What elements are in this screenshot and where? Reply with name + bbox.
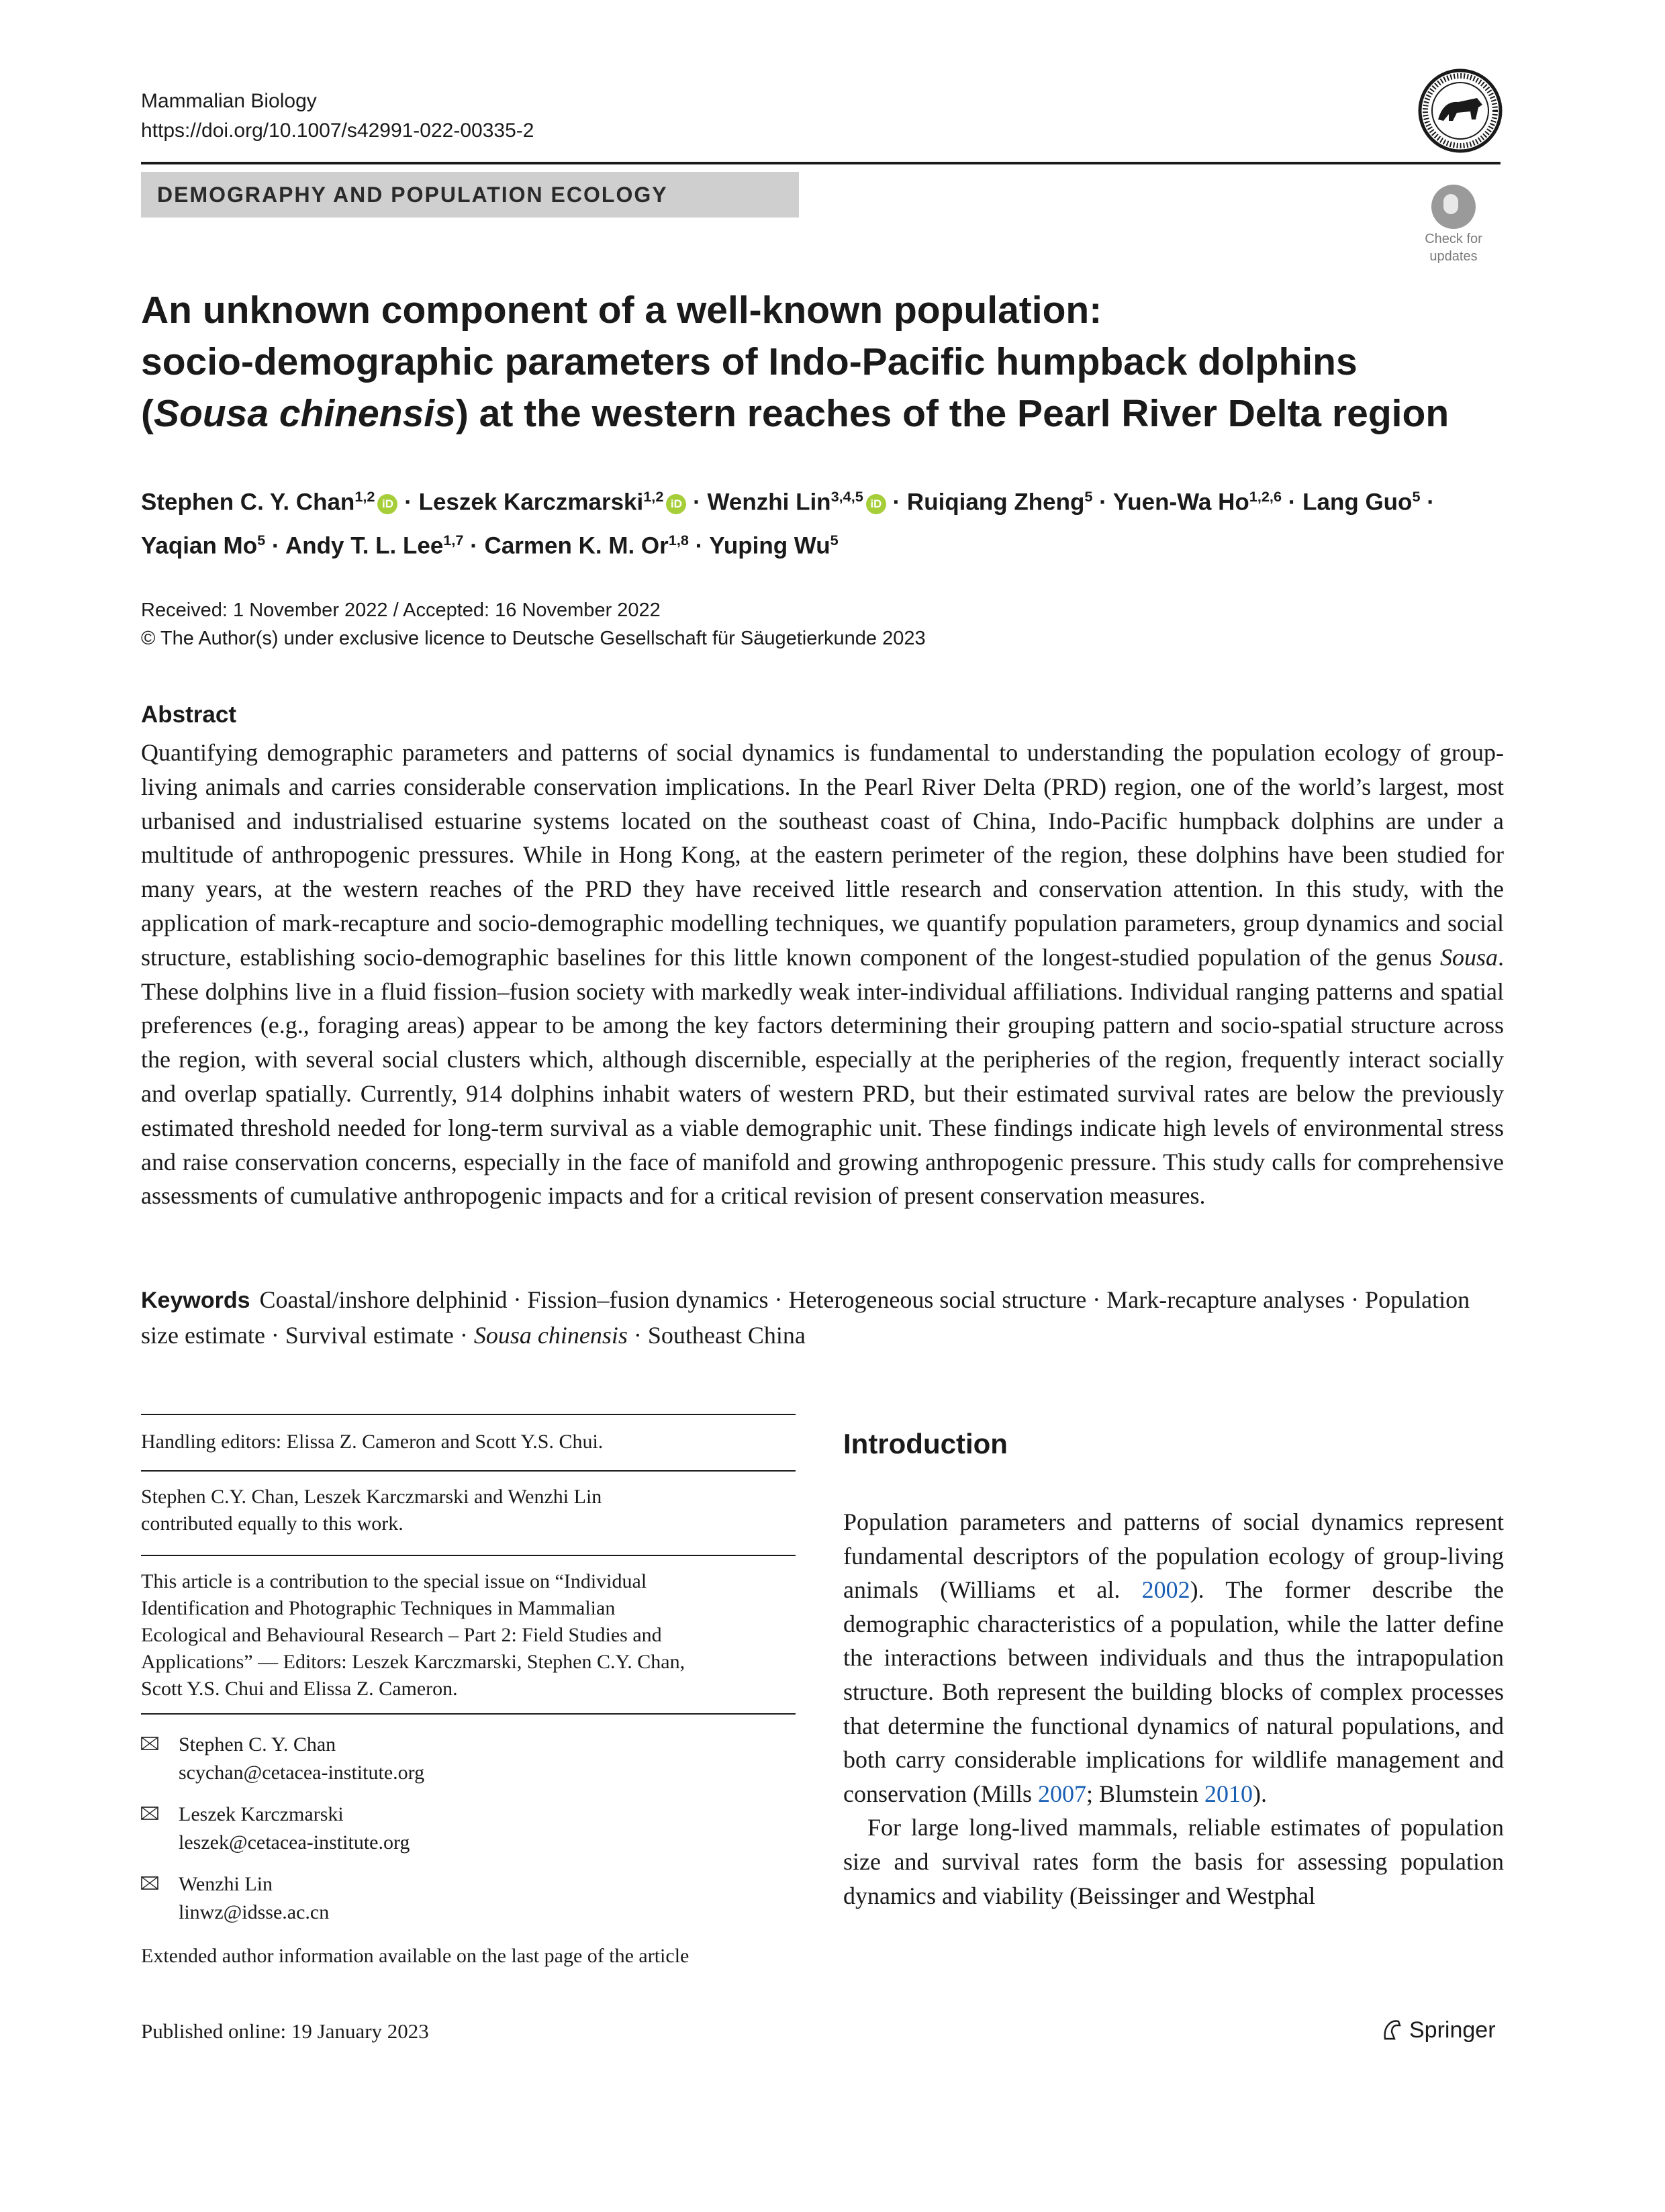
orcid-icon[interactable]: iD bbox=[377, 494, 397, 514]
envelope-icon bbox=[141, 1737, 158, 1750]
envelope-icon bbox=[141, 1807, 158, 1820]
abstract-text: Quantifying demographic parameters and patterns of social dynamics is fundamental to understanding the population ecology of group-living animals and carries considerable conservation implications. In the Pearl River Delta (PRD) region, one of the world’s largest, most urbanised and industrialised estuarine systems located on the southeast coast of China, Indo-Pacific humpback dolphins are under a multitude of anthropogenic pressures. While in Hong Kong, at the eastern perimeter of the region, these dolphins have been studied for many years, at the western reaches of the PRD they have received little research and conservation attention. In this study, with the application of mark-recapture and socio-demographic modelling techniques, we quantify population parameters, group dynamics and social structure, establishing socio-demographic baselines for this little known component of the longest-studied population of the genus Sousa. These dolphins live in a fluid fission–fusion society with markedly weak inter-individual affiliations. Individual ranging patterns and spatial preferences (e.g., foraging areas) appear to be among the key factors determining their grouping pattern and socio-spatial structure across the region, with several social clusters which, although discernible, especially at the peripheries of the region, frequently interact socially and overlap spatially. Currently, 914 dolphins inhabit waters of western PRD, but their estimated survival rates are below the previously estimated threshold needed for long-term survival as a viable demographic unit. These findings indicate high levels of environmental stress and raise conservation concerns, especially in the face of manifold and growing anthropogenic pressure. This study calls for comprehensive assessments of cumulative anthropogenic impacts and for a critical revision of present conservation measures. bbox=[141, 739, 1504, 1210]
author-name[interactable]: Yaqian Mo bbox=[141, 532, 258, 559]
contact-email[interactable]: linwz@idsse.ac.cn bbox=[179, 1901, 330, 1923]
keywords-label: Keywords bbox=[141, 1288, 250, 1313]
special-issue-note: This article is a contribution to the special issue on “Individual Identification and Photographic Techniques in Mammalian Ecological and Behavioural Research – Part 2: Field Studies and Applications” — Editors: Leszek Karczmarski, Stephen C.Y. Chan, Scott Y.S. Chui and Elissa Z. Cameron. bbox=[141, 1570, 685, 1700]
crossmark-icon bbox=[1431, 185, 1476, 229]
footnote-rule bbox=[141, 1713, 796, 1715]
contact-name: Stephen C. Y. Chan bbox=[179, 1733, 336, 1756]
springer-logo bbox=[1380, 2015, 1496, 2045]
author-list: Stephen C. Y. Chan$^{1,2}$ iD · Leszek Karczmarski$^{1,2}$ iD · Wenzhi Lin$^{3,4,5}$ iD · Ruiqiang Zheng$^5$ · Yuen-Wa Ho$^{1,2,6}$ · Lang Guo$^5$ · Yaqian $Mo^5$ · Andy T. L. Lee$^{1,7}$ · Carmen K. M. Or$^{1,8}$ · Yuping Wu$^5$ bbox=[141, 488, 1435, 559]
contact-name: Leszek Karczmarski bbox=[179, 1803, 344, 1825]
society-seal-logo bbox=[1417, 67, 1504, 154]
updates-label: updates bbox=[1429, 249, 1478, 264]
contact-entry bbox=[141, 1731, 796, 1787]
author-name[interactable]: Stephen C. Y. Chan bbox=[141, 489, 355, 516]
check-for-updates-button[interactable] bbox=[1413, 185, 1494, 262]
springer-horse-icon bbox=[1380, 2017, 1404, 2041]
title-species: Sousa chinensis bbox=[153, 392, 456, 435]
doi-link[interactable]: https://doi.org/10.1007/s42991-022-00335-2 bbox=[141, 119, 534, 142]
equal-contribution-note: Stephen C.Y. Chan, Leszek Karczmarski and Wenzhi Lin contributed equally to this work. bbox=[141, 1486, 602, 1535]
introduction-text bbox=[843, 1505, 1504, 1913]
author-name[interactable]: Andy T. L. Lee bbox=[285, 532, 444, 559]
published-online: Published online: 19 January 2023 bbox=[141, 2019, 429, 2043]
author-name[interactable]: Ruiqiang Zheng bbox=[906, 489, 1085, 516]
title-line-1: An unknown component of a well-known population: bbox=[141, 289, 1102, 332]
copyright-line: © The Author(s) under exclusive licence to Deutsche Gesellschaft für Säugetierkunde 2023 bbox=[141, 628, 926, 649]
contact-entry bbox=[141, 1800, 796, 1857]
article-dates bbox=[141, 596, 926, 653]
article-title bbox=[141, 285, 1504, 440]
section-label: DEMOGRAPHY AND POPULATION ECOLOGY bbox=[141, 172, 799, 218]
introduction-heading: Introduction bbox=[843, 1428, 1008, 1459]
publisher-name: Springer bbox=[1409, 2017, 1496, 2043]
envelope-icon bbox=[141, 1876, 158, 1890]
footnote-rule bbox=[141, 1555, 796, 1556]
title-line-3: (Sousa chinensis) at the western reaches of the Pearl River Delta region bbox=[141, 392, 1449, 435]
footnote-rule bbox=[141, 1414, 796, 1415]
citation-link[interactable]: 2002 bbox=[1141, 1576, 1190, 1604]
author-name[interactable]: Wenzhi Lin bbox=[707, 489, 831, 516]
author-name[interactable]: Lang Guo bbox=[1302, 489, 1413, 516]
received-accepted: Received: 1 November 2022 / Accepted: 16 November 2022 bbox=[141, 599, 661, 621]
footnote-rule bbox=[141, 1470, 796, 1472]
handling-editors-note: Handling editors: Elissa Z. Cameron and Scott Y.S. Chui. bbox=[141, 1431, 604, 1453]
intro-paragraph-2: For large long-lived mammals, reliable estimates of population size and survival rates form the basis for assessing population dynamics and viability (Beissinger and Westphal bbox=[843, 1814, 1504, 1909]
citation-link[interactable]: 2010 bbox=[1204, 1780, 1253, 1807]
contact-email[interactable]: scychan@cetacea-institute.org bbox=[179, 1762, 425, 1784]
check-for-label: Check for bbox=[1425, 232, 1482, 246]
intro-paragraph-1: Population parameters and patterns of social dynamics represent fundamental descriptors of the population ecology of group-living animals (Williams et al. 2002). The former describe the demographic characteristics of a population, while the latter define the interactions between individuals and thus the intrapopulation structure. Both represent the building blocks of complex processes that determine the functional dynamics of natural populations, and both carry considerable implications for wildlife management and conservation (Mills 2007; Blumstein 2010). bbox=[843, 1508, 1504, 1807]
contact-name: Wenzhi Lin bbox=[179, 1873, 273, 1895]
abstract-heading: Abstract bbox=[141, 702, 236, 728]
journal-name: Mammalian Biology bbox=[141, 90, 317, 112]
author-name[interactable]: Carmen K. M. Or bbox=[484, 532, 669, 559]
author-name[interactable]: Leszek Karczmarski bbox=[418, 489, 644, 516]
orcid-icon[interactable]: iD bbox=[866, 494, 886, 514]
extended-info-note: Extended author information available on the last page of the article bbox=[141, 1945, 689, 1967]
contact-entry bbox=[141, 1870, 796, 1927]
author-name[interactable]: Yuping Wu bbox=[709, 532, 830, 559]
header-rule bbox=[141, 162, 1501, 164]
contact-email[interactable]: leszek@cetacea-institute.org bbox=[179, 1831, 410, 1854]
author-name[interactable]: Yuen-Wa Ho bbox=[1112, 489, 1249, 516]
keywords: Keywords Coastal/inshore delphinid · Fission–fusion dynamics · Heterogeneous social structure · Mark-recapture analyses · Population size estimate · Survival estimate · Sousa chinensis · Southeast China bbox=[141, 1286, 1470, 1349]
title-line-2: socio-demographic parameters of Indo-Pacific humpback dolphins bbox=[141, 340, 1358, 383]
orcid-icon[interactable]: iD bbox=[666, 494, 686, 514]
citation-link[interactable]: 2007 bbox=[1037, 1780, 1086, 1807]
